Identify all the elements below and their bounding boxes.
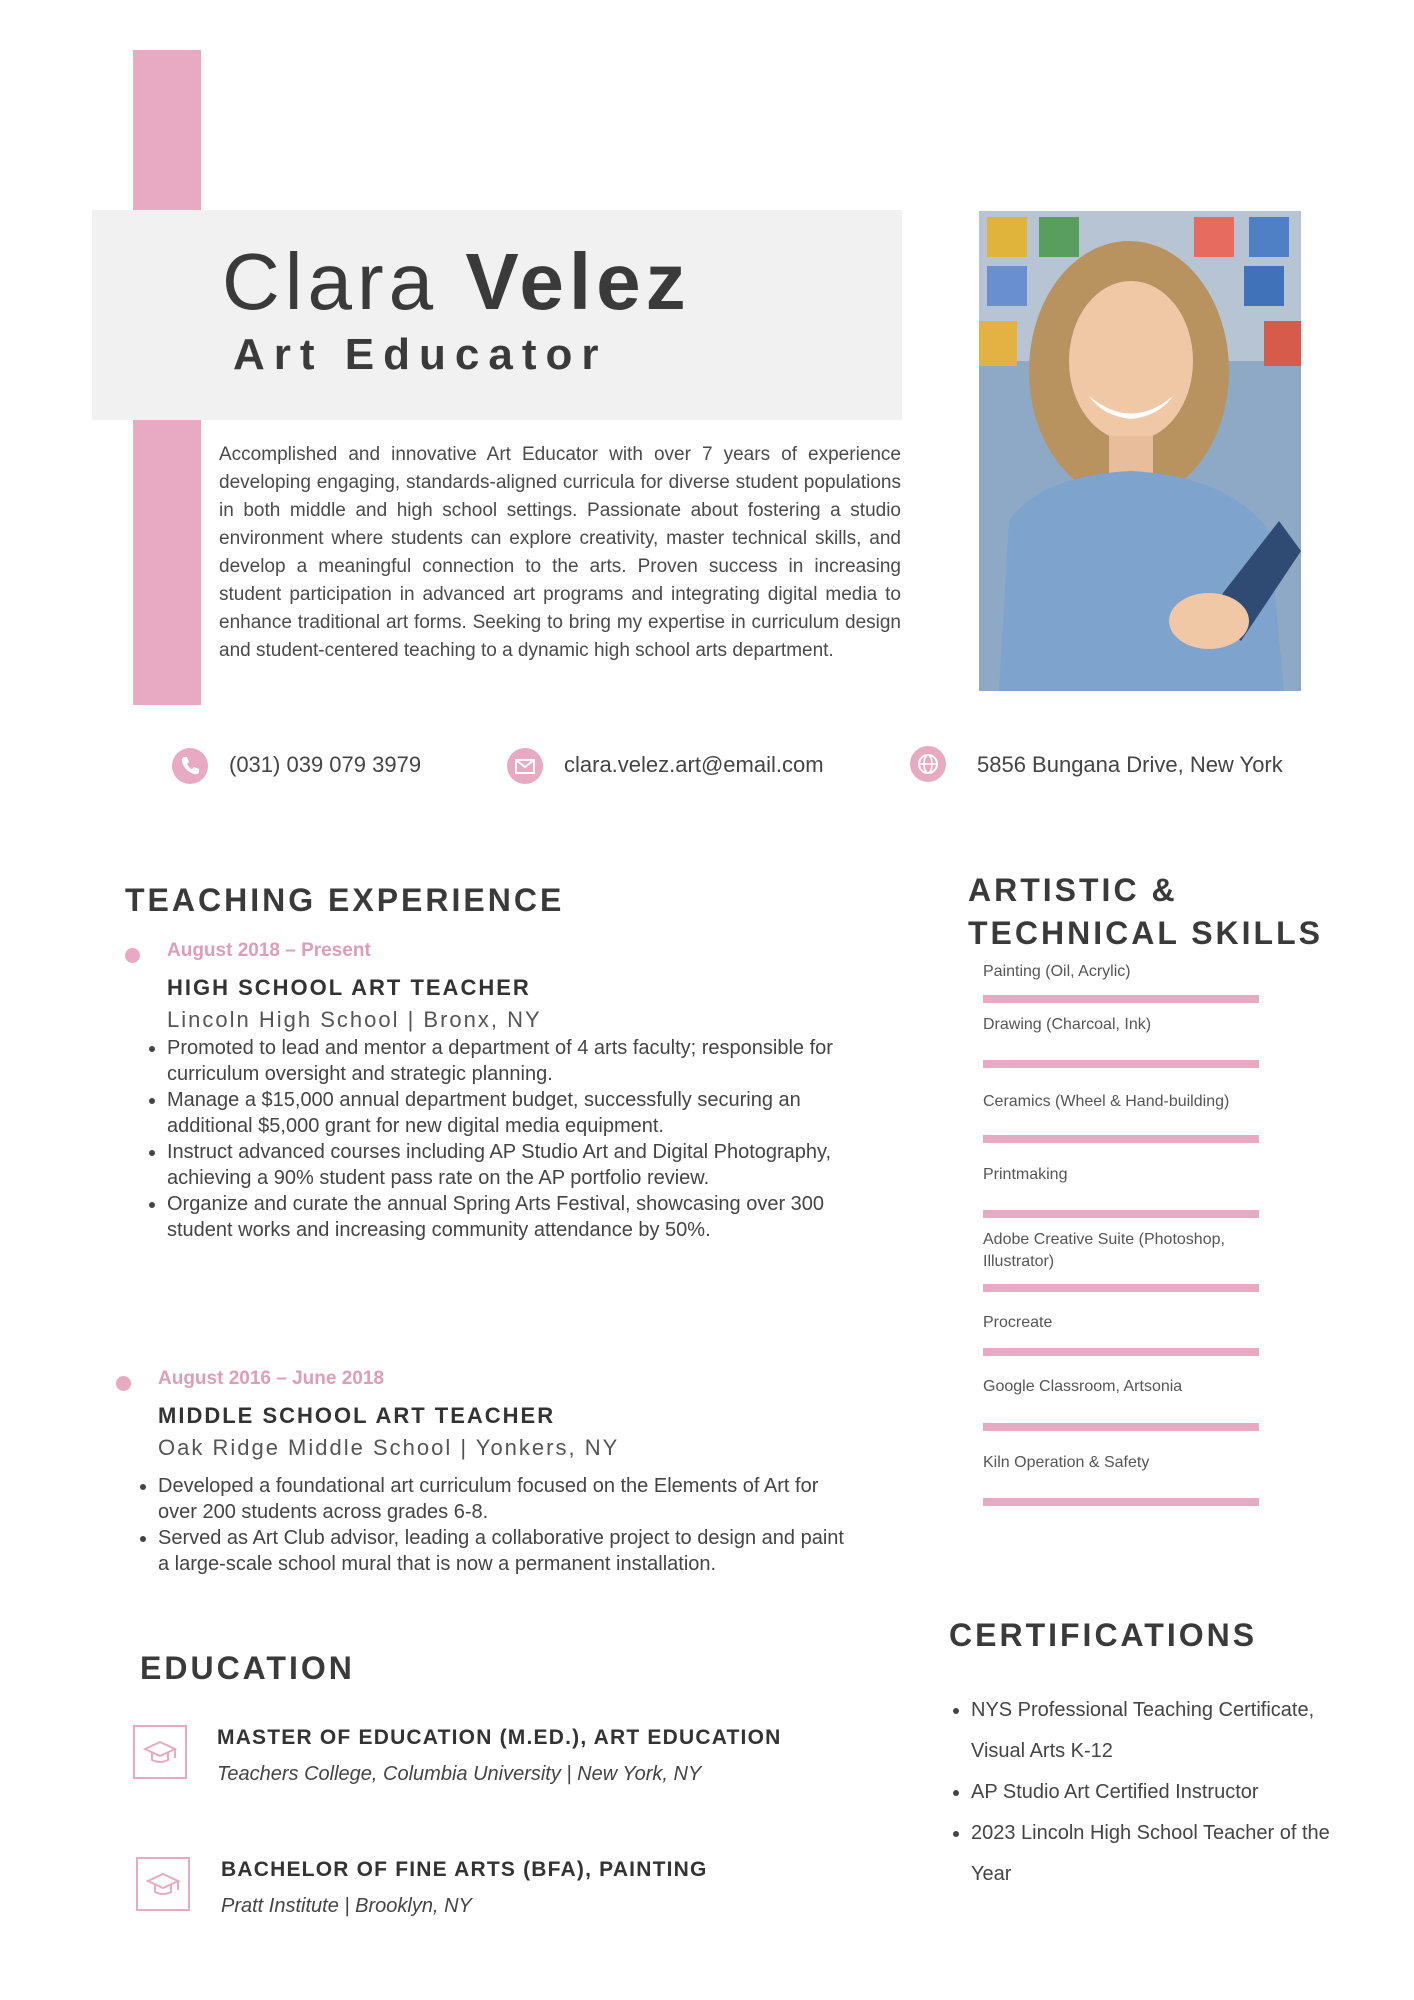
skills-heading-line1: ARTISTIC & bbox=[968, 872, 1178, 908]
profile-summary: Accomplished and innovative Art Educator with over 7 years of experience developing engaging, standards-aligned curricula for diverse student populations in both middle and high school settings. Passionate about fostering a studio environment where students can explore creativity, master technical skills, and develop a meaningful connection to the arts. Proven success in increasing student participation in advanced art programs and integrating digital media to enhance traditional art forms. Seeking to bring my expertise in curriculum design and student-centered teaching to a dynamic high school arts department. bbox=[219, 444, 901, 661]
skill-bar bbox=[983, 1348, 1259, 1356]
certifications-heading: CERTIFICATIONS bbox=[949, 1617, 1258, 1653]
list-item: • AP Studio Art Certified Instructor bbox=[971, 1772, 1363, 1813]
list-item: • Organize and curate the annual Spring Arts Festival, showcasing over 300 student works and increasing community attendance by 50%. bbox=[167, 1191, 847, 1243]
certifications-list bbox=[949, 1690, 1363, 1895]
skill-label: Printmaking bbox=[983, 1166, 1068, 1183]
skill-bar bbox=[983, 995, 1259, 1003]
job-title: MIDDLE SCHOOL ART TEACHER bbox=[158, 1403, 556, 1428]
list-item: • NYS Professional Teaching Certificate, Visual Arts K-12 bbox=[971, 1690, 1363, 1772]
list-item: • Instruct advanced courses including AP Studio Art and Digital Photography, achieving a 90% student pass rate on the AP portfolio review. bbox=[167, 1139, 847, 1191]
job-role: Art Educator bbox=[233, 330, 608, 379]
graduation-cap-icon bbox=[136, 1857, 190, 1911]
list-item: • Developed a foundational art curriculum focused on the Elements of Art for over 200 students across grades 6-8. bbox=[158, 1473, 848, 1525]
education-school: Pratt Institute | Brooklyn, NY bbox=[221, 1895, 472, 1917]
education-degree: MASTER OF EDUCATION (M.ED.), ART EDUCATION bbox=[217, 1726, 782, 1749]
job-date: August 2016 – June 2018 bbox=[158, 1368, 384, 1389]
skill-bar bbox=[983, 1284, 1259, 1292]
accent-bar-side bbox=[133, 420, 201, 705]
email-address[interactable]: clara.velez.art@email.com bbox=[564, 752, 824, 777]
skill-label: Adobe Creative Suite (Photoshop, Illustrator) bbox=[983, 1231, 1225, 1270]
timeline-dot bbox=[125, 948, 140, 963]
education-heading: EDUCATION bbox=[140, 1650, 355, 1686]
skills-heading-line2: TECHNICAL SKILLS bbox=[968, 915, 1323, 951]
graduation-cap-icon bbox=[133, 1725, 187, 1779]
skill-label: Procreate bbox=[983, 1314, 1053, 1331]
job-title: HIGH SCHOOL ART TEACHER bbox=[167, 975, 531, 1000]
accent-bar-top bbox=[133, 50, 201, 210]
full-name bbox=[222, 236, 691, 328]
skill-bar bbox=[983, 1210, 1259, 1218]
skill-bar bbox=[983, 1135, 1259, 1143]
last-name: Velez bbox=[465, 237, 691, 326]
job-date: August 2018 – Present bbox=[167, 940, 371, 961]
experience-heading: TEACHING EXPERIENCE bbox=[125, 882, 565, 918]
education-school: Teachers College, Columbia University | New York, NY bbox=[217, 1763, 702, 1785]
skill-label: Painting (Oil, Acrylic) bbox=[983, 963, 1131, 980]
skill-label: Kiln Operation & Safety bbox=[983, 1454, 1150, 1471]
skill-bar bbox=[983, 1423, 1259, 1431]
education-degree: BACHELOR OF FINE ARTS (BFA), PAINTING bbox=[221, 1858, 708, 1881]
job-organization: Oak Ridge Middle School | Yonkers, NY bbox=[158, 1435, 620, 1460]
list-item: • Promoted to lead and mentor a department of 4 arts faculty; responsible for curriculum oversight and strategic planning. bbox=[167, 1035, 847, 1087]
skill-label: Ceramics (Wheel & Hand-building) bbox=[983, 1093, 1230, 1110]
skill-bar bbox=[983, 1498, 1259, 1506]
timeline-dot bbox=[116, 1376, 131, 1391]
skill-label: Google Classroom, Artsonia bbox=[983, 1378, 1183, 1395]
skill-bar bbox=[983, 1060, 1259, 1068]
phone-icon bbox=[172, 748, 208, 784]
list-item: • 2023 Lincoln High School Teacher of the Year bbox=[971, 1813, 1363, 1895]
profile-photo bbox=[979, 211, 1301, 691]
job-bullets bbox=[145, 1035, 847, 1243]
phone-number[interactable]: (031) 039 079 3979 bbox=[229, 752, 422, 777]
job-bullets bbox=[136, 1473, 848, 1577]
list-item: • Served as Art Club advisor, leading a collaborative project to design and paint a large-scale school mural that is now a permanent installation. bbox=[158, 1525, 848, 1577]
list-item: • Manage a $15,000 annual department budget, successfully securing an additional $5,000 grant for new digital media equipment. bbox=[167, 1087, 847, 1139]
home-address: 5856 Bungana Drive, New York bbox=[977, 752, 1283, 777]
skill-label: Drawing (Charcoal, Ink) bbox=[983, 1016, 1152, 1033]
globe-icon bbox=[910, 746, 946, 782]
job-organization: Lincoln High School | Bronx, NY bbox=[167, 1007, 542, 1032]
first-name: Clara bbox=[222, 237, 439, 326]
envelope-icon bbox=[507, 748, 543, 784]
